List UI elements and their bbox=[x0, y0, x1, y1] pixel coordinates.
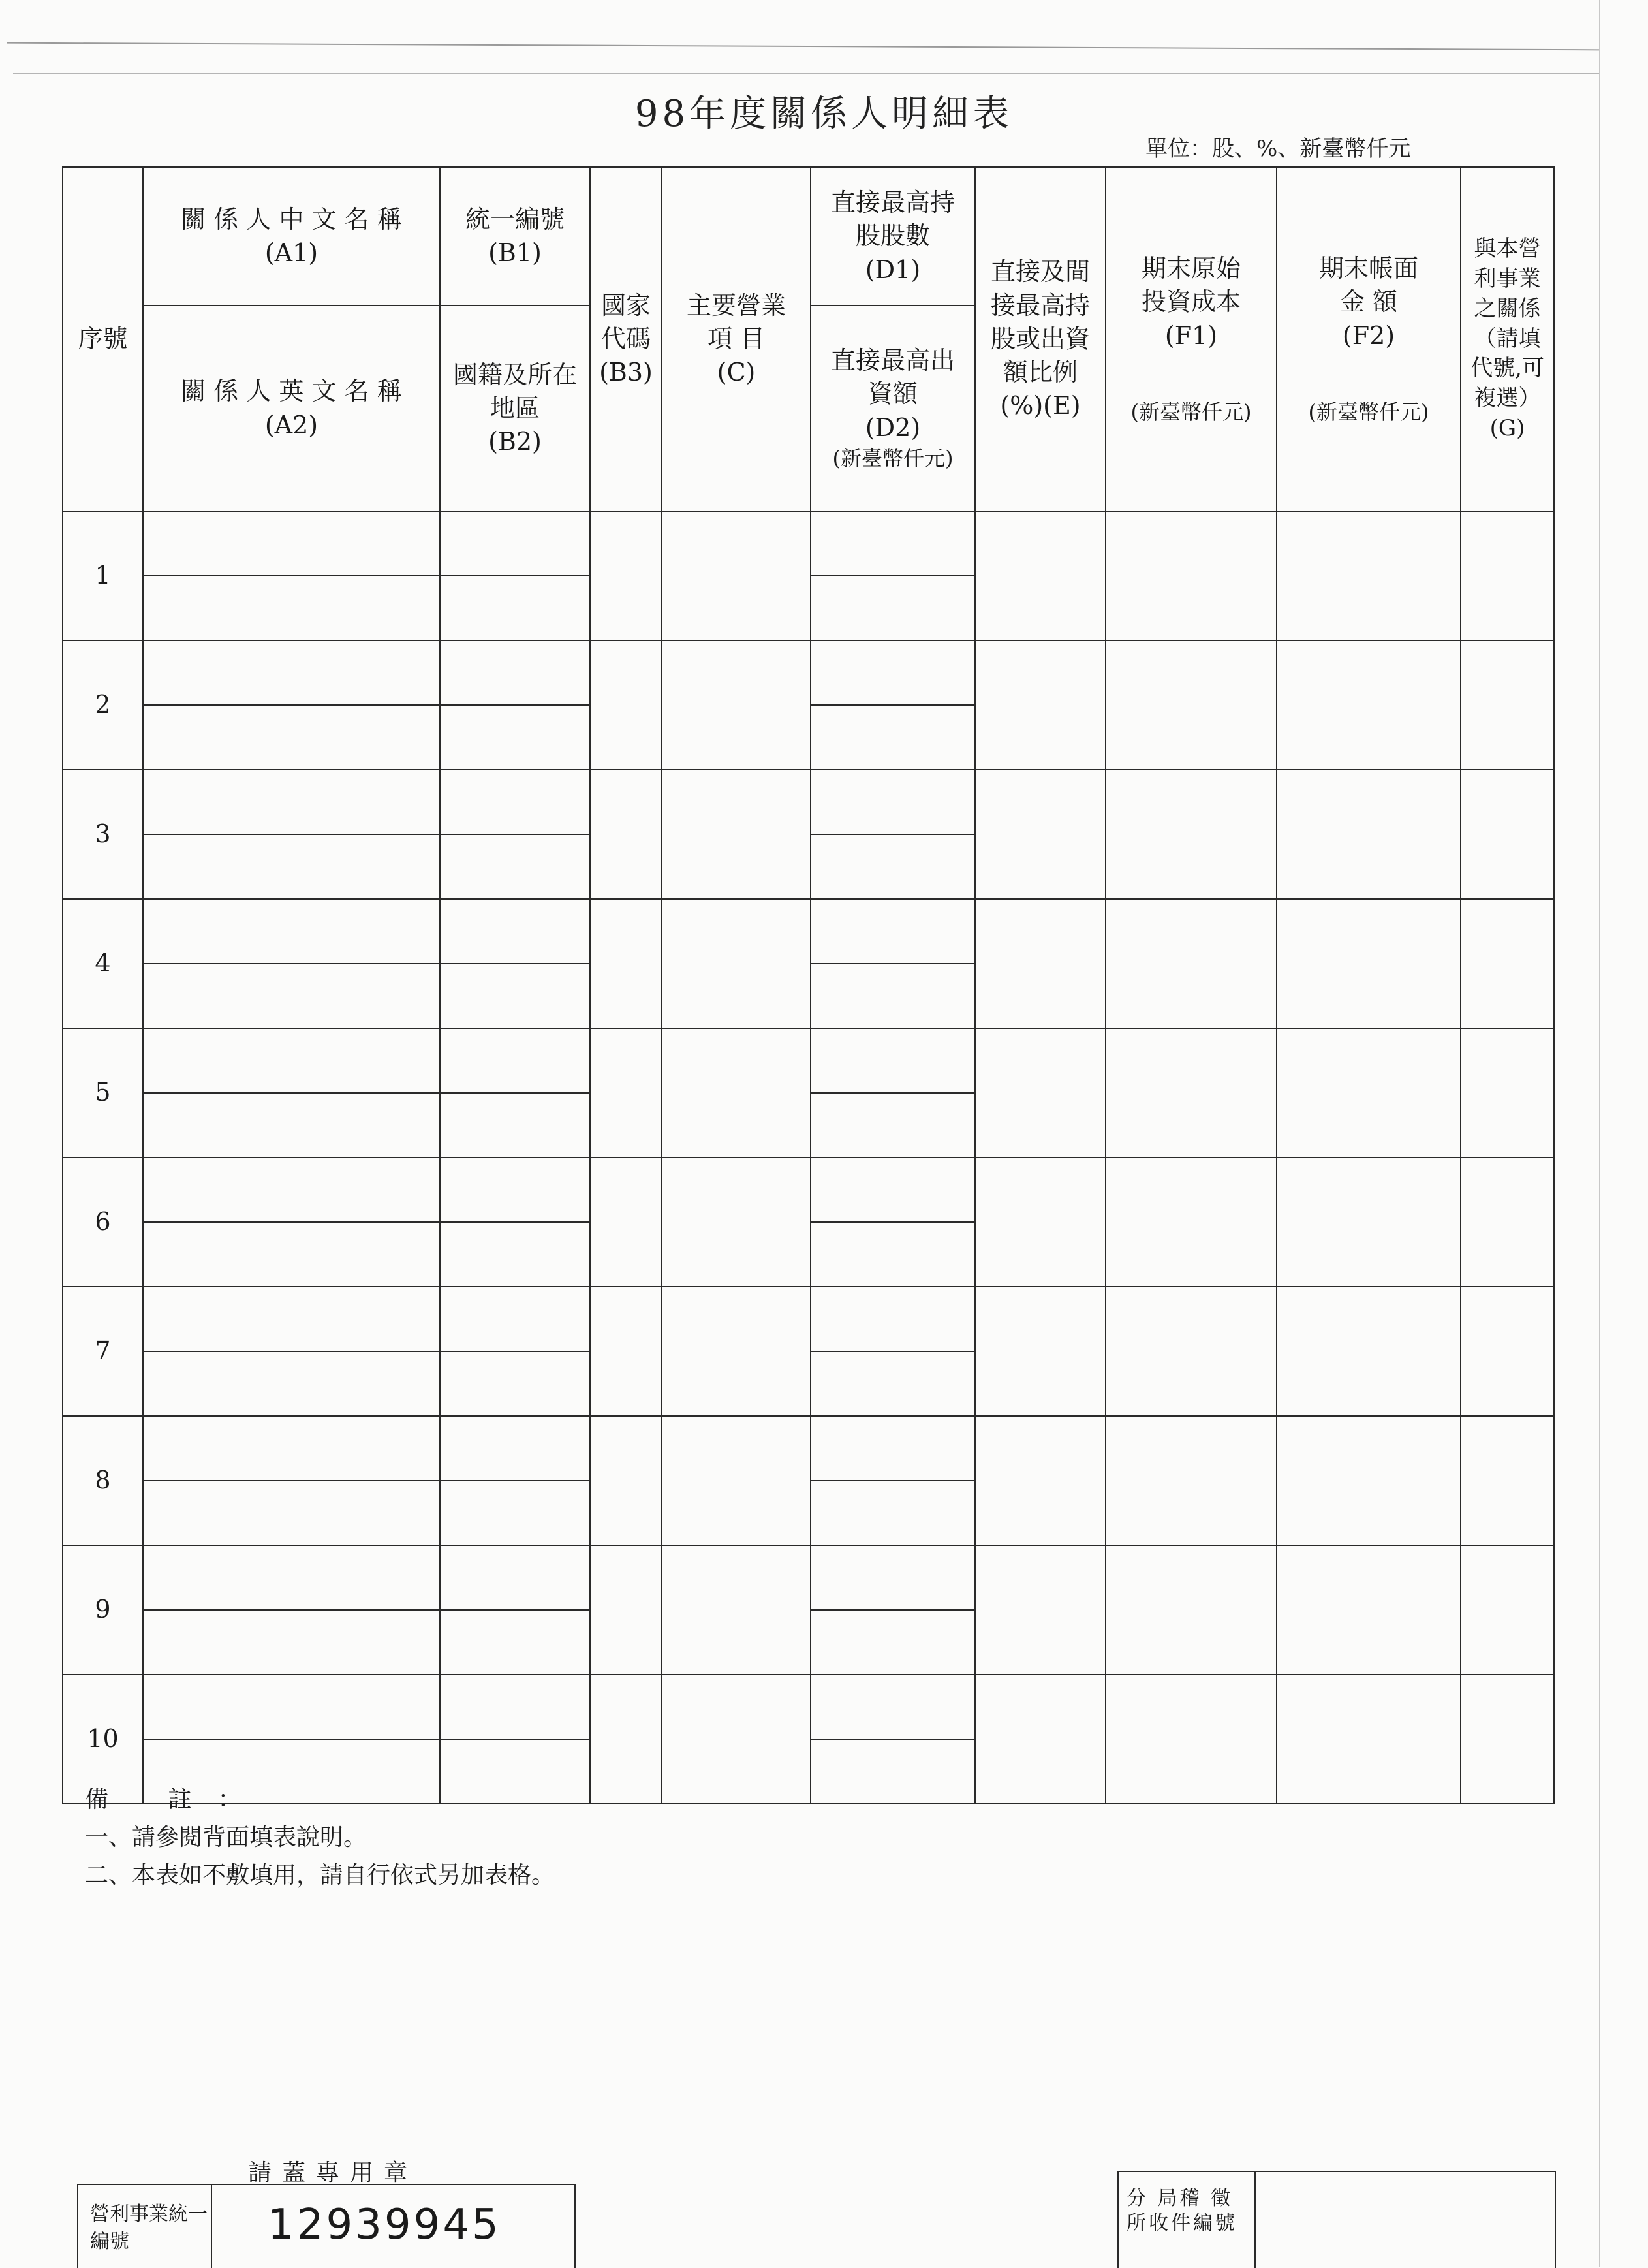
cell-b2[interactable] bbox=[440, 1093, 590, 1158]
office-label: 分 局稽 徵 所收件編號 bbox=[1119, 2172, 1256, 2268]
cell-b2[interactable] bbox=[440, 834, 590, 899]
row-number: 7 bbox=[63, 1287, 143, 1416]
seal-label: 請蓋專用章 bbox=[248, 2160, 418, 2186]
cell-c[interactable] bbox=[662, 1416, 811, 1545]
cell-a1[interactable] bbox=[143, 899, 440, 964]
cell-b2[interactable] bbox=[440, 1481, 590, 1545]
cell-c[interactable] bbox=[662, 899, 811, 1028]
cell-f2[interactable] bbox=[1277, 511, 1461, 640]
cell-b1[interactable] bbox=[440, 1675, 590, 1739]
page-title: 98年度關係人明細表 bbox=[634, 93, 1014, 135]
table-row bbox=[63, 1287, 1554, 1351]
cell-f1[interactable] bbox=[1106, 640, 1277, 770]
cell-a2[interactable] bbox=[143, 834, 440, 899]
related-party-table bbox=[62, 166, 1555, 1804]
cell-g[interactable] bbox=[1461, 899, 1554, 1028]
cell-d2[interactable] bbox=[811, 1093, 975, 1158]
cell-a2[interactable] bbox=[143, 1093, 440, 1158]
cell-f2[interactable] bbox=[1277, 1158, 1461, 1287]
cell-d2[interactable] bbox=[811, 1610, 975, 1675]
cell-a2[interactable] bbox=[143, 1481, 440, 1545]
cell-a2[interactable] bbox=[143, 705, 440, 770]
cell-f2[interactable] bbox=[1277, 899, 1461, 1028]
header-c: 主要營業項 目 (C) bbox=[662, 167, 811, 511]
row-number: 5 bbox=[63, 1028, 143, 1158]
cell-a2[interactable] bbox=[143, 964, 440, 1028]
scan-edge-line bbox=[7, 42, 1599, 51]
table-row bbox=[63, 899, 1554, 964]
note-item-1: 一、請參閱背面填表說明。 bbox=[85, 1824, 367, 1851]
row-number: 2 bbox=[63, 640, 143, 770]
cell-d1[interactable] bbox=[811, 1158, 975, 1222]
cell-b2[interactable] bbox=[440, 964, 590, 1028]
cell-b2[interactable] bbox=[440, 1351, 590, 1416]
cell-c[interactable] bbox=[662, 1287, 811, 1416]
header-b1: 統一編號 (B1) bbox=[440, 167, 590, 306]
cell-f1[interactable] bbox=[1106, 1675, 1277, 1804]
cell-b1[interactable] bbox=[440, 1416, 590, 1481]
cell-a1[interactable] bbox=[143, 770, 440, 834]
cell-a1[interactable] bbox=[143, 1545, 440, 1610]
cell-f1[interactable] bbox=[1106, 1028, 1277, 1158]
cell-f1[interactable] bbox=[1106, 1158, 1277, 1287]
cell-b3[interactable] bbox=[590, 511, 662, 640]
cell-g[interactable] bbox=[1461, 640, 1554, 770]
cell-c[interactable] bbox=[662, 640, 811, 770]
table-row bbox=[63, 1028, 1554, 1093]
header-a1: 關 係 人 中 文 名 稱 (A1) bbox=[143, 167, 440, 306]
cell-b3[interactable] bbox=[590, 1675, 662, 1804]
cell-b3[interactable] bbox=[590, 1028, 662, 1158]
cell-b1[interactable] bbox=[440, 899, 590, 964]
cell-a2[interactable] bbox=[143, 576, 440, 640]
cell-b1[interactable] bbox=[440, 1158, 590, 1222]
page-right-edge bbox=[1599, 0, 1600, 2267]
header-b3: 國家代碼 (B3) bbox=[590, 167, 662, 511]
row-number: 8 bbox=[63, 1416, 143, 1545]
cell-d1[interactable] bbox=[811, 640, 975, 705]
cell-e[interactable] bbox=[975, 1416, 1106, 1545]
notes-section bbox=[85, 1781, 555, 1895]
cell-b3[interactable] bbox=[590, 640, 662, 770]
row-number: 9 bbox=[63, 1545, 143, 1675]
cell-c[interactable] bbox=[662, 1158, 811, 1287]
cell-a1[interactable] bbox=[143, 640, 440, 705]
cell-g[interactable] bbox=[1461, 1028, 1554, 1158]
table-row bbox=[63, 1158, 1554, 1222]
table-row bbox=[63, 1416, 1554, 1481]
cell-f1[interactable] bbox=[1106, 1545, 1277, 1675]
row-number: 6 bbox=[63, 1158, 143, 1287]
cell-a1[interactable] bbox=[143, 1158, 440, 1222]
cell-f1[interactable] bbox=[1106, 899, 1277, 1028]
cell-e[interactable] bbox=[975, 1545, 1106, 1675]
cell-b1[interactable] bbox=[440, 640, 590, 705]
header-g: 與本營利事業之關係（請填代號,可複選） (G) bbox=[1461, 167, 1554, 511]
row-number: 10 bbox=[63, 1675, 143, 1804]
ban-value: 12939945 bbox=[268, 2201, 501, 2249]
cell-f2[interactable] bbox=[1277, 1028, 1461, 1158]
cell-d2[interactable] bbox=[811, 834, 975, 899]
table-row bbox=[63, 640, 1554, 705]
scan-edge-line-2 bbox=[13, 73, 1599, 74]
cell-c[interactable] bbox=[662, 770, 811, 899]
cell-a1[interactable] bbox=[143, 511, 440, 576]
cell-b3[interactable] bbox=[590, 1545, 662, 1675]
header-a2: 關 係 人 英 文 名 稱 (A2) bbox=[143, 306, 440, 511]
cell-g[interactable] bbox=[1461, 1416, 1554, 1545]
table-row bbox=[63, 511, 1554, 576]
cell-a1[interactable] bbox=[143, 1675, 440, 1739]
cell-e[interactable] bbox=[975, 899, 1106, 1028]
cell-f1[interactable] bbox=[1106, 511, 1277, 640]
cell-b3[interactable] bbox=[590, 1416, 662, 1545]
cell-b2[interactable] bbox=[440, 1222, 590, 1287]
cell-c[interactable] bbox=[662, 1028, 811, 1158]
cell-e[interactable] bbox=[975, 1028, 1106, 1158]
cell-b3[interactable] bbox=[590, 899, 662, 1028]
cell-b2[interactable] bbox=[440, 1610, 590, 1675]
cell-b3[interactable] bbox=[590, 1158, 662, 1287]
row-number: 1 bbox=[63, 511, 143, 640]
cell-d1[interactable] bbox=[811, 1287, 975, 1351]
cell-f1[interactable] bbox=[1106, 1416, 1277, 1545]
cell-d2[interactable] bbox=[811, 1351, 975, 1416]
table-row bbox=[63, 1675, 1554, 1739]
cell-d1[interactable] bbox=[811, 1416, 975, 1481]
header-e: 直接及間接最高持股或出資額比例 (%)(E) bbox=[975, 167, 1106, 511]
cell-a1[interactable] bbox=[143, 1416, 440, 1481]
cell-a2[interactable] bbox=[143, 1351, 440, 1416]
cell-g[interactable] bbox=[1461, 1158, 1554, 1287]
cell-d2[interactable] bbox=[811, 964, 975, 1028]
cell-f2[interactable] bbox=[1277, 1287, 1461, 1416]
header-f1: 期末原始投資成本 (F1) (新臺幣仟元) bbox=[1106, 167, 1277, 511]
notes-heading: 備 註： bbox=[85, 1786, 268, 1813]
cell-g[interactable] bbox=[1461, 511, 1554, 640]
table-row bbox=[63, 770, 1554, 834]
row-number: 4 bbox=[63, 899, 143, 1028]
cell-a2[interactable] bbox=[143, 1222, 440, 1287]
note-item-2: 二、本表如不敷填用，請自行依式另加表格。 bbox=[85, 1862, 555, 1889]
table-row bbox=[63, 1545, 1554, 1610]
cell-g[interactable] bbox=[1461, 1675, 1554, 1804]
cell-c[interactable] bbox=[662, 511, 811, 640]
cell-e[interactable] bbox=[975, 1287, 1106, 1416]
cell-f2[interactable] bbox=[1277, 770, 1461, 899]
header-seq: 序號 bbox=[63, 167, 143, 511]
cell-b1[interactable] bbox=[440, 1545, 590, 1610]
cell-g[interactable] bbox=[1461, 770, 1554, 899]
header-b2: 國籍及所在地區 (B2) bbox=[440, 306, 590, 511]
header-f2: 期末帳面金 額 (F2) (新臺幣仟元) bbox=[1277, 167, 1461, 511]
cell-f2[interactable] bbox=[1277, 1675, 1461, 1804]
office-receipt-box bbox=[1117, 2171, 1556, 2268]
cell-b1[interactable] bbox=[440, 770, 590, 834]
cell-f2[interactable] bbox=[1277, 1416, 1461, 1545]
cell-e[interactable] bbox=[975, 1675, 1106, 1804]
cell-b1[interactable] bbox=[440, 511, 590, 576]
cell-d1[interactable] bbox=[811, 511, 975, 576]
cell-a2[interactable] bbox=[143, 1610, 440, 1675]
seal-box bbox=[77, 2184, 576, 2268]
cell-d2[interactable] bbox=[811, 576, 975, 640]
cell-b3[interactable] bbox=[590, 770, 662, 899]
cell-b2[interactable] bbox=[440, 576, 590, 640]
cell-g[interactable] bbox=[1461, 1545, 1554, 1675]
cell-f2[interactable] bbox=[1277, 640, 1461, 770]
cell-b1[interactable] bbox=[440, 1028, 590, 1093]
cell-e[interactable] bbox=[975, 1158, 1106, 1287]
cell-e[interactable] bbox=[975, 640, 1106, 770]
cell-d1[interactable] bbox=[811, 899, 975, 964]
cell-d1[interactable] bbox=[811, 770, 975, 834]
cell-a1[interactable] bbox=[143, 1028, 440, 1093]
cell-e[interactable] bbox=[975, 511, 1106, 640]
cell-f1[interactable] bbox=[1106, 1287, 1277, 1416]
cell-d1[interactable] bbox=[811, 1545, 975, 1610]
cell-b1[interactable] bbox=[440, 1287, 590, 1351]
cell-c[interactable] bbox=[662, 1675, 811, 1804]
cell-d2[interactable] bbox=[811, 705, 975, 770]
cell-c[interactable] bbox=[662, 1545, 811, 1675]
cell-d2[interactable] bbox=[811, 1222, 975, 1287]
cell-b2[interactable] bbox=[440, 705, 590, 770]
cell-f1[interactable] bbox=[1106, 770, 1277, 899]
unit-note: 單位：股、%、新臺幣仟元 bbox=[1145, 136, 1411, 162]
cell-d1[interactable] bbox=[811, 1675, 975, 1739]
header-d1: 直接最高持股股數 (D1) bbox=[811, 167, 975, 306]
cell-e[interactable] bbox=[975, 770, 1106, 899]
cell-f2[interactable] bbox=[1277, 1545, 1461, 1675]
cell-d2[interactable] bbox=[811, 1481, 975, 1545]
cell-d1[interactable] bbox=[811, 1028, 975, 1093]
cell-b3[interactable] bbox=[590, 1287, 662, 1416]
ban-label: 營利事業統一編號 bbox=[78, 2185, 212, 2268]
header-d2: 直接最高出資額 (D2) (新臺幣仟元) bbox=[811, 306, 975, 511]
cell-a1[interactable] bbox=[143, 1287, 440, 1351]
cell-d2[interactable] bbox=[811, 1739, 975, 1804]
cell-g[interactable] bbox=[1461, 1287, 1554, 1416]
row-number: 3 bbox=[63, 770, 143, 899]
